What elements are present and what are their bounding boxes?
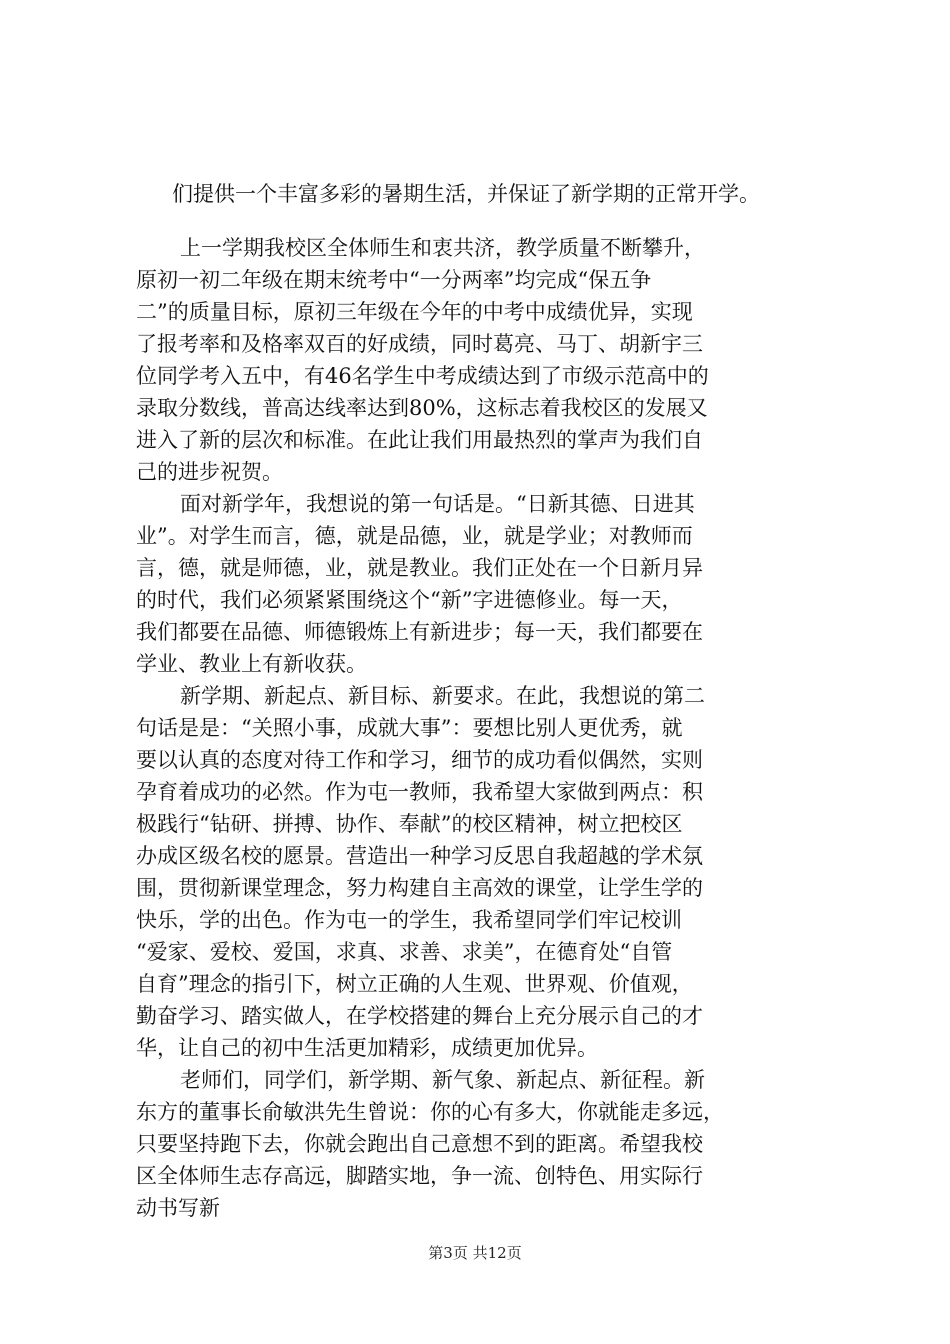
text-line: 要以认真的态度对待工作和学习，细节的成功看似偶然，实则	[136, 748, 703, 772]
text-line: 东方的董事长俞敏洪先生曾说：你的心有多大，你就能走多远，	[136, 1100, 724, 1124]
text-line: 快乐，学的出色。作为屯一的学生，我希望同学们牢记校训	[136, 908, 682, 932]
text-line: 己的进步祝贺。	[136, 460, 283, 484]
text-line: 面对新学年，我想说的第一句话是。“日新其德、日进其	[180, 492, 695, 516]
text-line: 位同学考入五中，有46名学生中考成绩达到了市级示范高中的	[136, 364, 709, 388]
text-line: 只要坚持跑下去，你就会跑出自己意想不到的距离。希望我校	[136, 1132, 703, 1156]
text-line: 学业、教业上有新收获。	[136, 652, 367, 676]
text-line: 录取分数线，普高达线率达到80%，这标志着我校区的发展又	[136, 396, 708, 420]
text-line: 办成区级名校的愿景。营造出一种学习反思自我超越的学术氛	[136, 844, 703, 868]
text-line: 勤奋学习、踏实做人，在学校搭建的舞台上充分展示自己的才	[136, 1004, 703, 1028]
page-number-footer: 第3页 共12页	[428, 1244, 522, 1262]
text-line: 的时代，我们必须紧紧围绕这个“新”字进德修业。每一天，	[136, 588, 683, 612]
text-line: 华，让自己的初中生活更加精彩，成绩更加优异。	[136, 1036, 598, 1060]
text-line: 进入了新的层次和标准。在此让我们用最热烈的掌声为我们自	[136, 428, 703, 452]
text-line: 新学期、新起点、新目标、新要求。在此，我想说的第二	[180, 684, 705, 708]
text-line: 了报考率和及格率双百的好成绩，同时葛亮、马丁、胡新宇三	[136, 332, 703, 356]
text-line: 自育”理念的指引下，树立正确的人生观、世界观、价值观，	[136, 972, 693, 996]
text-line: 二”的质量目标，原初三年级在今年的中考中成绩优异，实现	[136, 300, 693, 324]
text-line: 原初一初二年级在期末统考中“一分两率”均完成“保五争	[136, 268, 652, 292]
text-line: 业”。对学生而言，德，就是品德，业，就是学业；对教师而	[136, 524, 693, 548]
text-line: 老师们，同学们，新学期、新气象、新起点、新征程。新	[180, 1068, 705, 1092]
text-line: 言，德，就是师德，业，就是教业。我们正处在一个日新月异	[136, 556, 703, 580]
text-line: 们提供一个丰富多彩的暑期生活，并保证了新学期的正常开学。	[172, 182, 760, 206]
text-line: 动书写新	[136, 1196, 220, 1220]
text-line: 上一学期我校区全体师生和衷共济，教学质量不断攀升，	[180, 236, 705, 260]
text-line: “爱家、爱校、爱国，求真、求善、求美”，在德育处“自管	[136, 940, 673, 964]
text-line: 围，贯彻新课堂理念，努力构建自主高效的课堂，让学生学的	[136, 876, 703, 900]
text-line: 句话是是：“关照小事，成就大事”：要想比别人更优秀，就	[136, 716, 683, 740]
text-line: 区全体师生志存高远，脚踏实地，争一流、创特色、用实际行	[136, 1164, 703, 1188]
text-line: 孕育着成功的必然。作为屯一教师，我希望大家做到两点：积	[136, 780, 703, 804]
text-line: 我们都要在品德、师德锻炼上有新进步；每一天，我们都要在	[136, 620, 703, 644]
text-line: 极践行“钻研、拼搏、协作、奉献”的校区精神，树立把校区	[136, 812, 683, 836]
